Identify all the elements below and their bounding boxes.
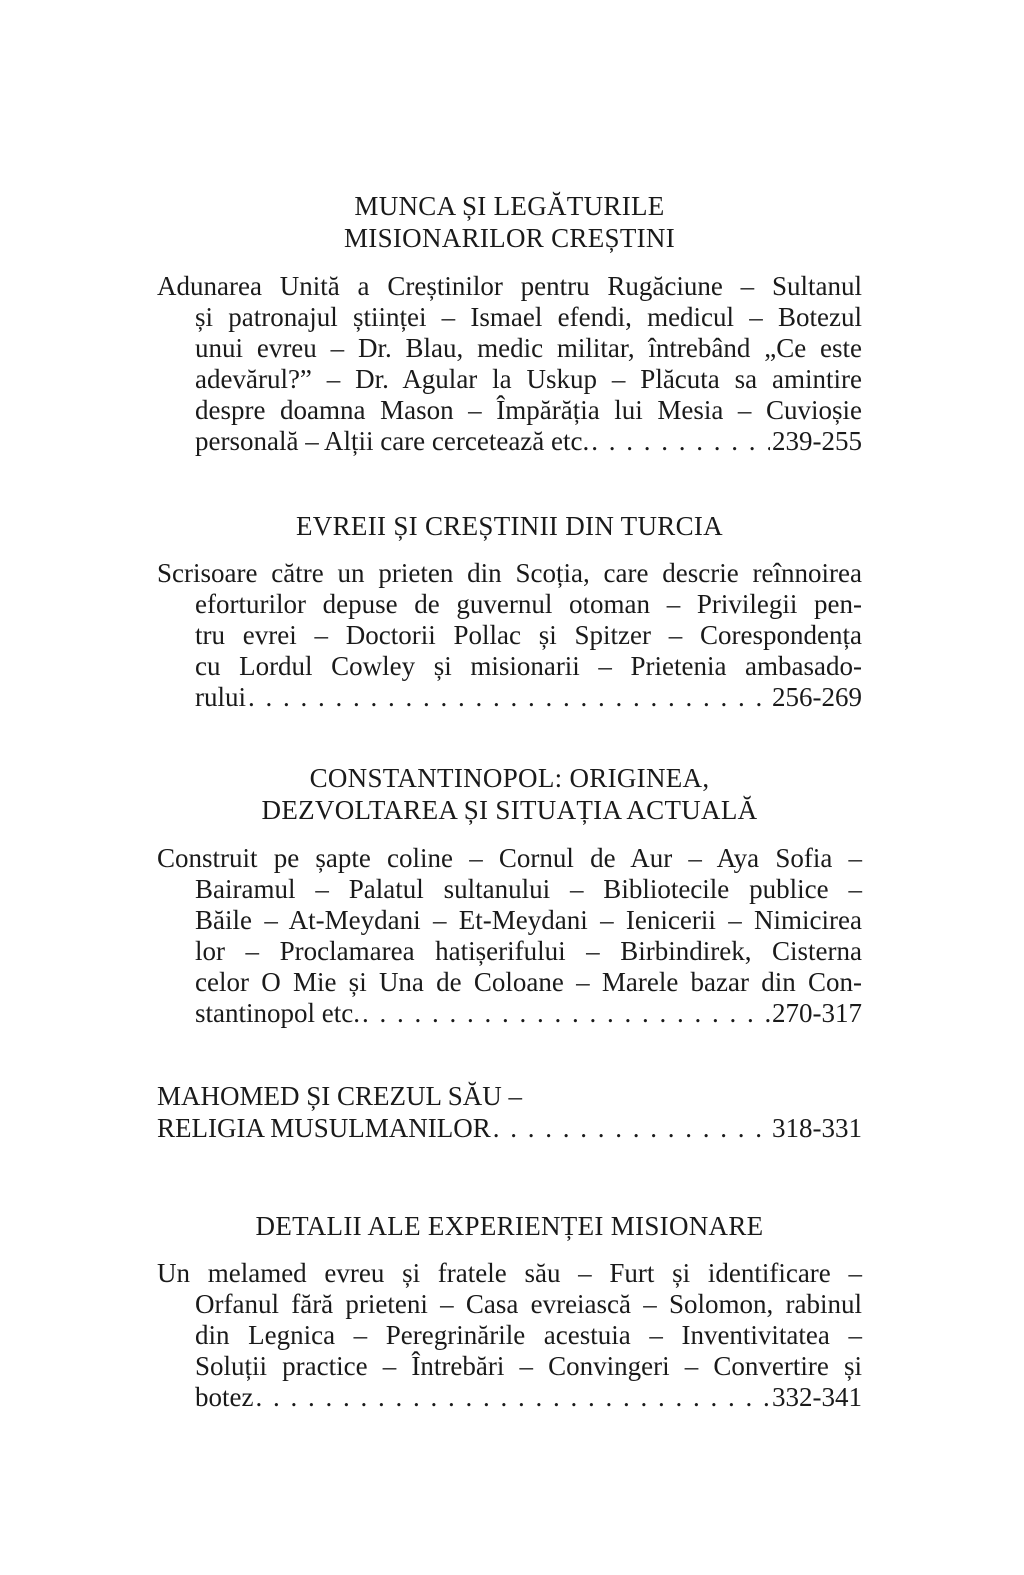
heading-line: DEZVOLTAREA ȘI SITUAȚIA ACTUALĂ [261,795,758,825]
desc-line: Orfanul fără prieteni – Casa evreiască – Solomon, rabinul [195,1289,862,1319]
desc-line: Construit pe șapte coline – Cornul de Aur – Aya Sofia – [157,843,862,873]
desc-line-text: botez [195,1382,254,1412]
toc-entry [157,1210,862,1413]
entry-heading [157,190,862,254]
entry-heading [157,1210,862,1242]
heading-line: EVREII ȘI CREȘTINII DIN TURCIA [296,511,723,541]
desc-line-last [157,1382,862,1413]
dot-leader [493,1112,770,1144]
standalone-line: MAHOMED ȘI CREZUL SĂU – [157,1081,523,1111]
entry-heading [157,510,862,542]
entry-description [157,843,862,1029]
desc-line-last [157,682,862,713]
heading-line: MUNCA ȘI LEGĂTURILE [354,191,665,221]
dot-leader [591,426,770,457]
desc-line: din Legnica – Peregrinările acestuia – Inventivitatea – [195,1320,862,1350]
desc-line: eforturilor depuse de guvernul otoman – Privilegii pen- [195,589,862,619]
dot-leader [362,998,770,1029]
heading-line: CONSTANTINOPOL: ORIGINEA, [309,763,710,793]
desc-line: Soluții practice – Întrebări – Convingeri – Convertire și [195,1351,862,1381]
desc-line: cu Lordul Cowley și misionarii – Prietenia ambasado- [195,651,862,681]
desc-line: Băile – At-Meydani – Et-Meydani – Ienicerii – Nimicirea [195,905,862,935]
heading-line: DETALII ALE EXPERIENȚEI MISIONARE [255,1211,764,1241]
desc-line-text: personală – Alții care cercetează etc. [195,426,590,456]
desc-line: Bairamul – Palatul sultanului – Bibliotecile publice – [195,874,862,904]
entry-description [157,558,862,713]
toc-entry [157,190,862,457]
desc-line: Un melamed evreu și fratele său – Furt și identificare – [157,1258,862,1288]
toc-entry [157,762,862,1029]
desc-line: tru evrei – Doctorii Pollac și Spitzer – Corespondența [195,620,862,650]
page-range: 318-331 [772,1113,862,1143]
desc-line-last [157,998,862,1029]
entry-heading [157,762,862,826]
desc-line: unui evreu – Dr. Blau, medic militar, întrebând „Ce este [195,333,862,363]
standalone-line-text: RELIGIA MUSULMANILOR [157,1113,491,1143]
dot-leader [248,682,770,713]
desc-line: celor O Mie și Una de Coloane – Marele bazar din Con- [195,967,862,997]
desc-line: și patronajul științei – Ismael efendi, medicul – Botezul [195,302,862,332]
desc-line: Scrisoare către un prieten din Scoția, care descrie reînnoirea [157,558,862,588]
toc-entry-standalone [157,1080,862,1144]
desc-line: despre doamna Mason – Împărăția lui Mesia – Cuvioșie [195,395,862,425]
desc-line: adevărul?” – Dr. Agular la Uskup – Plăcuta sa amintire [195,364,862,394]
page-range: 332-341 [772,1382,862,1412]
dot-leader [255,1382,770,1413]
desc-line-text: stantinopol etc. [195,998,360,1028]
desc-line-last [157,426,862,457]
desc-line: lor – Proclamarea hatișerifului – Birbindirek, Cisterna [195,936,862,966]
page-range: 256-269 [772,682,862,712]
desc-line-text: rului [195,682,246,712]
entry-description [157,271,862,457]
page-range: 270-317 [772,998,862,1028]
toc-entry [157,510,862,713]
desc-line: Adunarea Unită a Creștinilor pentru Rugăciune – Sultanul [157,271,862,301]
page-range: 239-255 [772,426,862,456]
standalone-line-last [157,1112,862,1144]
heading-line: MISIONARILOR CREȘTINI [343,223,676,253]
entry-description [157,1258,862,1413]
